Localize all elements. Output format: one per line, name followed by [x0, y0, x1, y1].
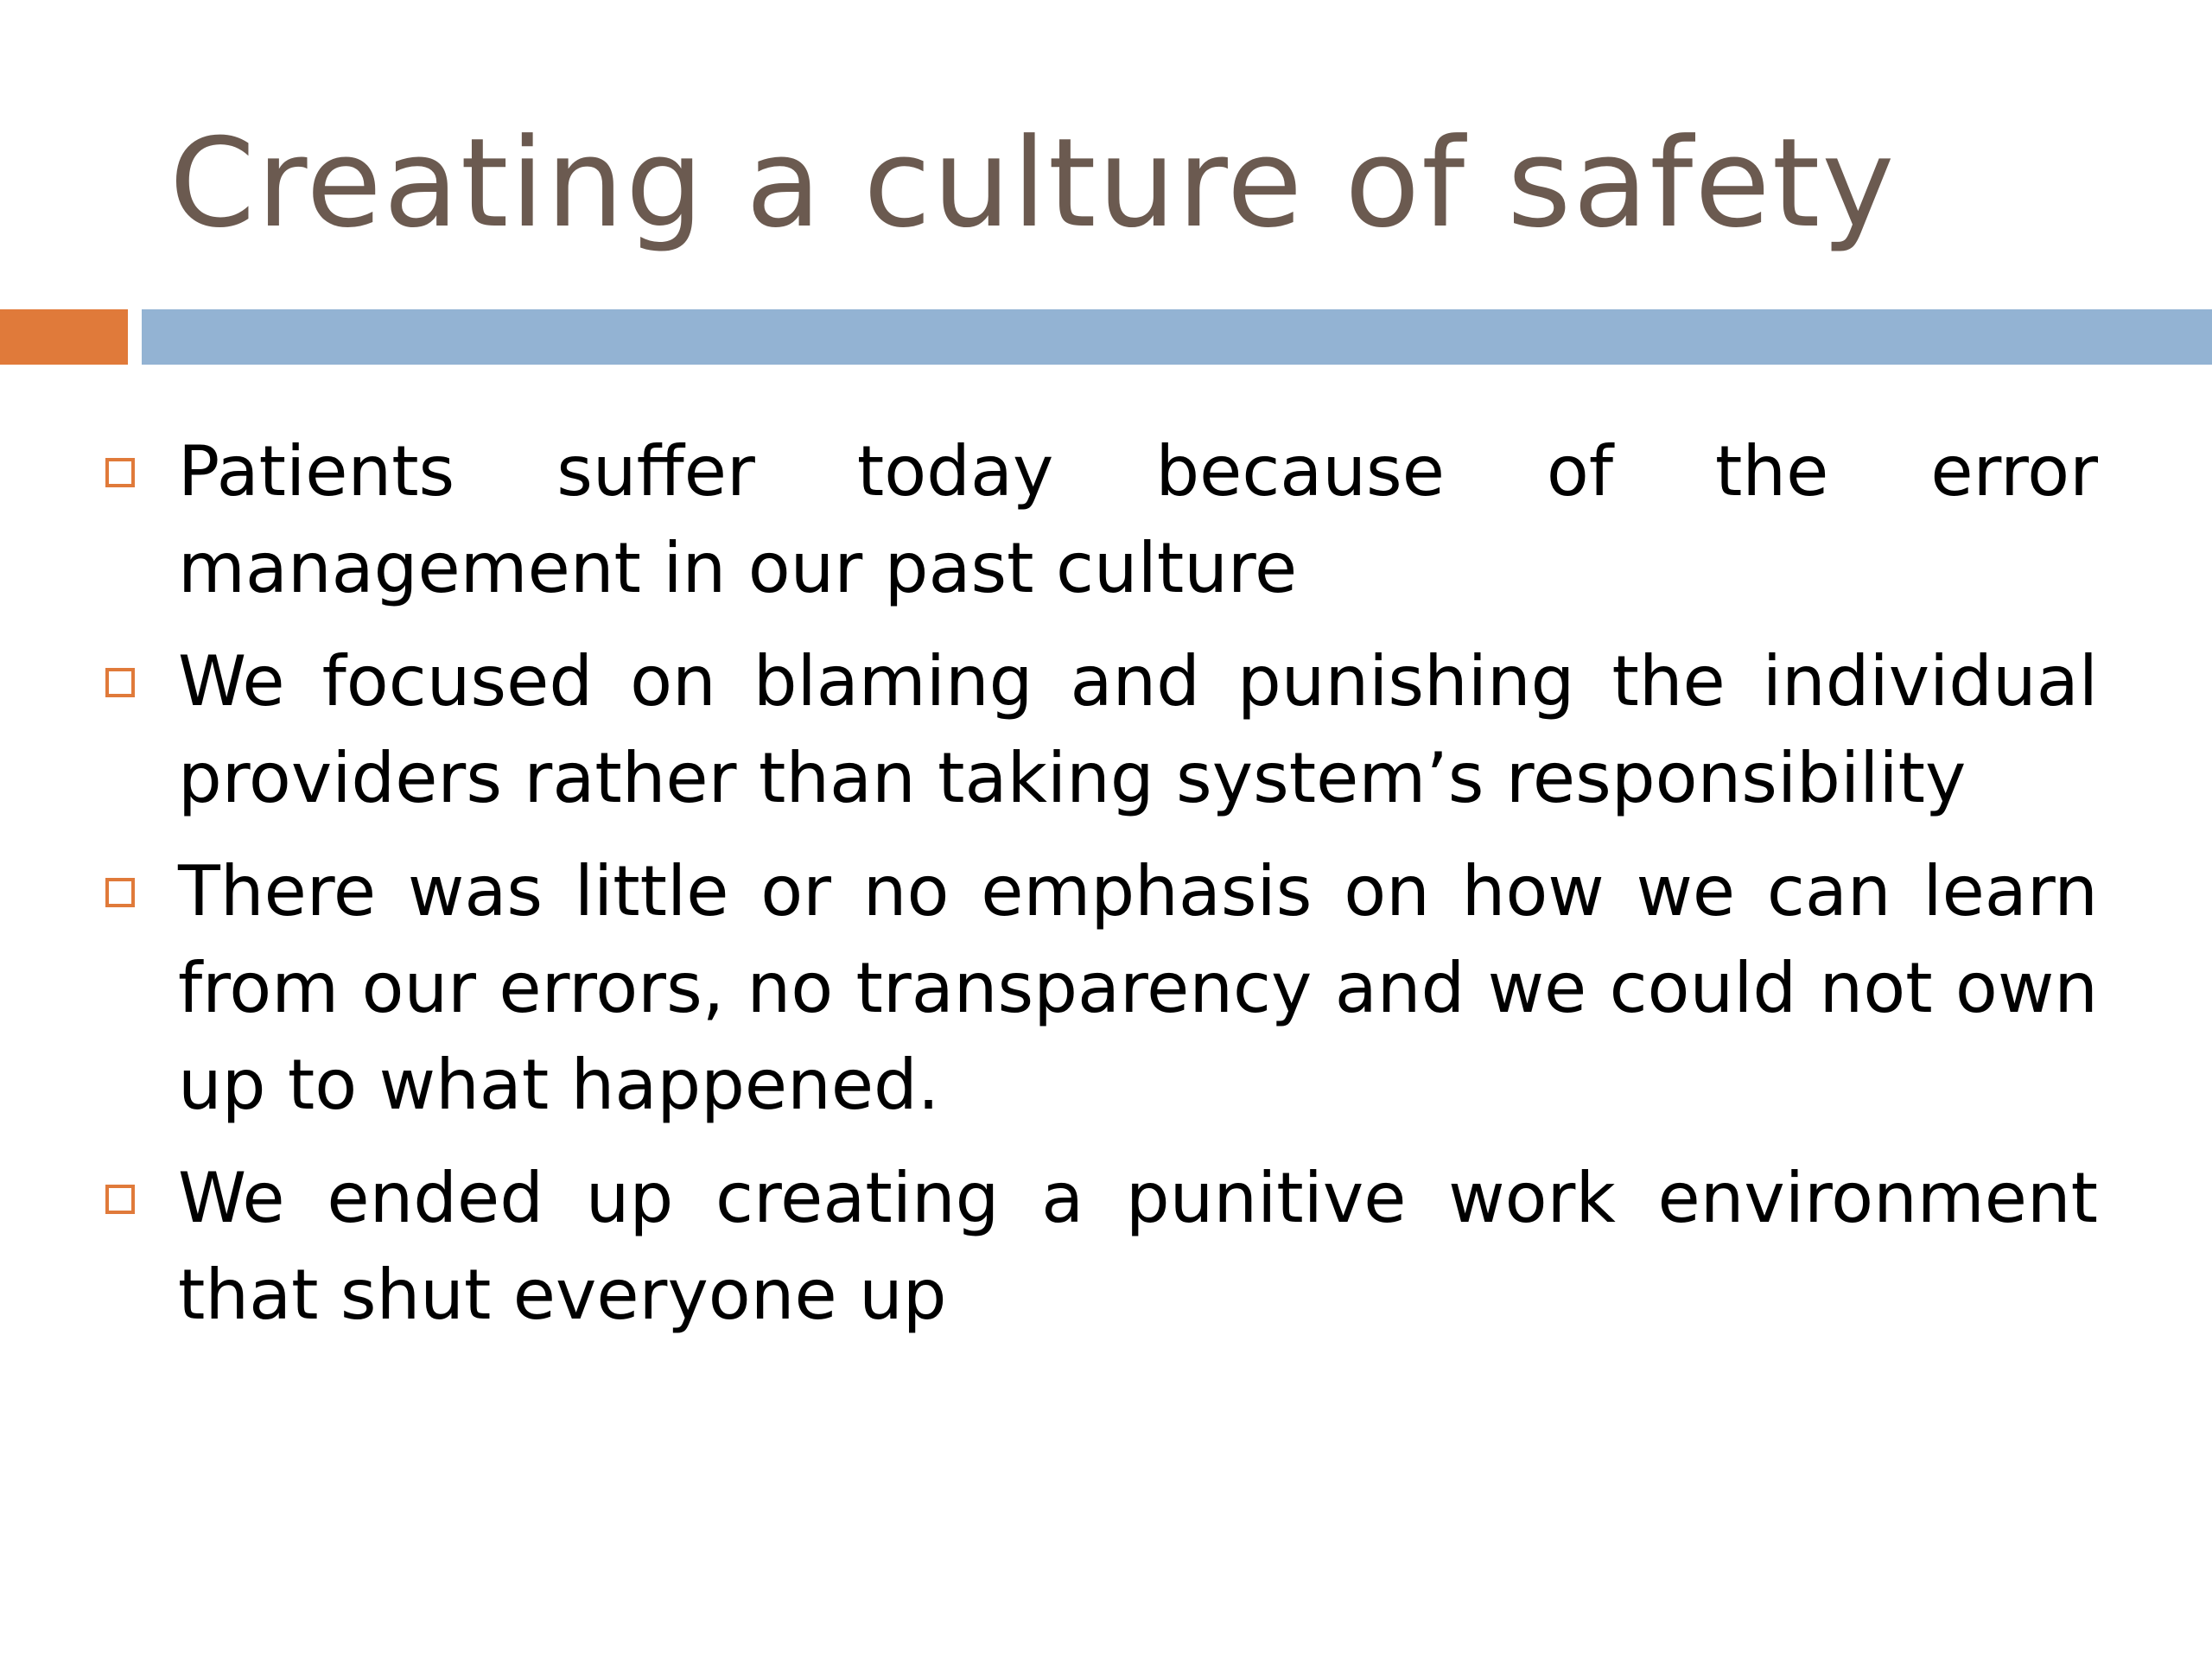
- square-bullet-icon: [105, 1185, 135, 1214]
- bullet-text: There was little or no emphasis on how we can learn from our errors, no transparency and we could not own up to what happened.: [178, 851, 2098, 1125]
- square-bullet-icon: [105, 878, 135, 907]
- square-bullet-icon: [105, 668, 135, 697]
- title-accent-block: [0, 309, 128, 365]
- bullet-item: [93, 1150, 2098, 1344]
- bullet-text: We ended up creating a punitive work environment that shut everyone up: [178, 1158, 2098, 1335]
- bullet-item: [93, 843, 2098, 1134]
- bullet-item: [93, 423, 2098, 617]
- bullet-item: [93, 633, 2098, 827]
- bullet-text: We focused on blaming and punishing the individual providers rather than taking system’s responsibility: [178, 641, 2098, 818]
- square-bullet-icon: [105, 458, 135, 487]
- title-divider-bar: [142, 309, 2212, 365]
- bullet-text: Patients suffer today because of the error management in our past culture: [178, 431, 2098, 608]
- slide-title: Creating a culture of safety: [169, 112, 1897, 255]
- bullet-list: [93, 423, 2098, 1360]
